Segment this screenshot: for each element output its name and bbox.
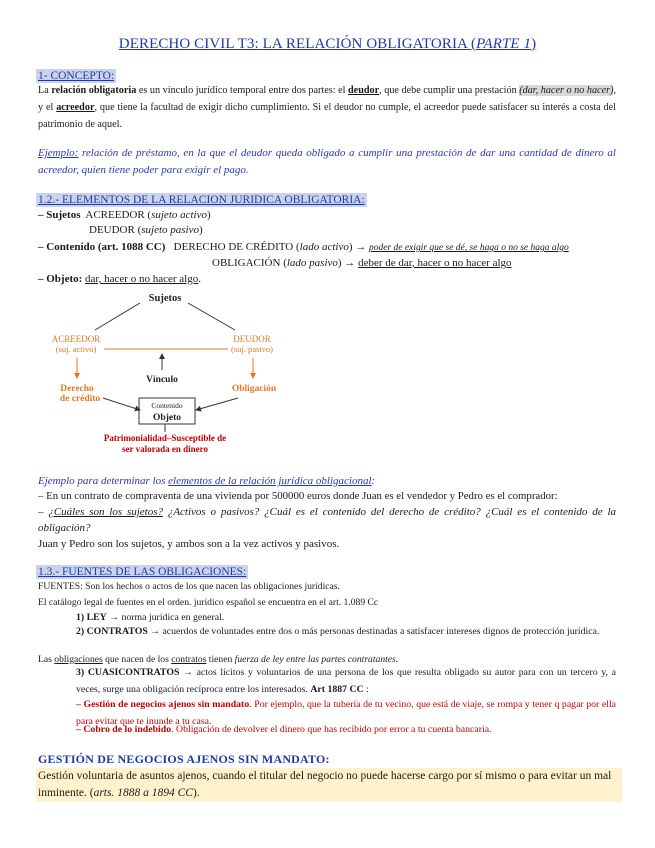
- sujetos-deudor-line: DEUDOR (sujeto pasivo): [89, 224, 203, 236]
- diagram-de-credito: de crédito: [59, 394, 101, 404]
- diagram-valorada: ser valorada en dinero: [122, 444, 208, 454]
- section-heading-concepto: 1- CONCEPTO:: [38, 70, 115, 82]
- contratos-fuerza: Las obligaciones que nacen de los contratos tienen fuerza de ley entre las partes contratantes.: [38, 654, 399, 665]
- fuente-contratos: 2) CONTRATOS → acuerdos de voluntades entre dos o más personas destinadas a satisfacer intereses dignos de protección jurídica.: [76, 626, 600, 637]
- diagram-obligacion: Obligación: [231, 384, 277, 394]
- diagram-patrimonialidad: Patrimonialidad–Susceptible de: [103, 433, 227, 443]
- diagram-derecho: Derecho: [60, 384, 94, 394]
- fuente-cuasicontratos: 3) CUASICONTRATOS → actos lícitos y voluntarios de una persona de los que resulta obligado su autor para con un tercero y, a veces, surge una obligación recíproca entre los interesados. Art 1887 CC :: [76, 667, 617, 695]
- obligacion-line: OBLIGACIÓN (lado pasivo) → deber de dar, hacer o no hacer algo: [212, 257, 512, 269]
- diagram-deudor-sub: (suj. pasivo): [230, 344, 274, 354]
- example2-intro: Ejemplo para determinar los elementos de la relación jurídica obligacional:: [38, 475, 376, 487]
- example2-answer: Juan y Pedro son los sujetos, y ambos son a la vez activos y pasivos.: [38, 538, 340, 550]
- sujetos-line: – Sujetos ACREEDOR (sujeto activo): [38, 209, 211, 221]
- concepto-example: Ejemplo: relación de préstamo, en la que el deudor queda obligado a cumplir una prestación de dar una cantidad de dinero al acreedor, quien tiene poder para exigir el pago.: [38, 147, 616, 176]
- fuentes-catalogo: El catálogo legal de fuentes en el orden. jurídico español se encuentra en el art. 1.089 Cc: [38, 597, 379, 608]
- contenido-line: – Contenido (art. 1088 CC) DERECHO DE CRÉDITO (lado activo) → poder de exigir que se dé, se haga o no se haga algo: [38, 241, 569, 253]
- obligacion-to-objeto-arrow: [196, 398, 238, 410]
- page-title: DERECHO CIVIL T3: LA RELACIÓN OBLIGATORIA (PARTE 1): [118, 36, 537, 52]
- diagram-sujetos: Sujetos: [148, 293, 182, 304]
- concepto-paragraph: La relación obligatoria es un vínculo jurídico temporal entre dos partes: el deudor, que debe cumplir una prestación (dar, hacer o no hacer), y el acreedor, que tiene la facultad de exigir dicho cumplimiento. Si el deudor no cumple, el acreedor puede satisfacer su interés a costa del patrimonio de aquel.: [38, 85, 617, 130]
- fuentes-def: FUENTES: Son los hechos o actos de los que nacen las obligaciones jurídicas.: [38, 581, 340, 592]
- gestion-paragraph: Gestión voluntaria de asuntos ajenos, cuando el titular del negocio no puede hacerse cargo por sí mismo o para evitar un mal inminente. (arts. 1888 a 1894 CC).: [36, 768, 622, 802]
- sujetos-right-line: [188, 303, 235, 330]
- diagram-contenido: Contenido: [151, 401, 183, 410]
- diagram-acreedor-sub: (suj. activo): [55, 344, 97, 354]
- example2-questions: – ¿Cuáles son los sujetos? ¿Activos o pasivos? ¿Cuál es el contenido del derecho de crédito? ¿Cuál es el contenido de la obligación?: [38, 506, 617, 534]
- objeto-line: – Objeto: dar, hacer o no hacer algo.: [38, 273, 201, 285]
- diagram-acreedor: ACREEDOR: [51, 334, 101, 344]
- section-heading-fuentes: 1.3.- FUENTES DE LAS OBLIGACIONES:: [38, 566, 247, 578]
- example2-contract: – En un contrato de compraventa de una vivienda por 500000 euros donde Juan es el vendedor y Pedro es el comprador:: [38, 490, 558, 502]
- cobro-indebido-item: – Cobro de lo indebido. Obligación de devolver el dinero que has recibido por error a tu cuenta bancaria.: [76, 724, 492, 735]
- gestion-heading: GESTIÓN DE NEGOCIOS AJENOS SIN MANDATO:: [38, 752, 330, 766]
- section-heading-elementos: 1.2.- ELEMENTOS DE LA RELACION JURIDICA OBLIGATORIA:: [38, 194, 365, 206]
- gestion-negocios-item: – Gestión de negocios ajenos sin mandato. Por ejemplo, que la tubería de tu vecino, que está de viaje, se rompa y tener q pagar por ella para evitar que te inunde a tu casa.: [76, 699, 617, 727]
- diagram-vinculo: Vínculo: [146, 375, 178, 385]
- diagram-objeto: Objeto: [153, 413, 181, 423]
- sujetos-left-line: [95, 303, 140, 330]
- fuente-ley: 1) LEY → norma jurídica en general.: [76, 612, 225, 623]
- derecho-to-objeto-arrow: [103, 398, 140, 410]
- diagram-deudor: DEUDOR: [233, 334, 271, 344]
